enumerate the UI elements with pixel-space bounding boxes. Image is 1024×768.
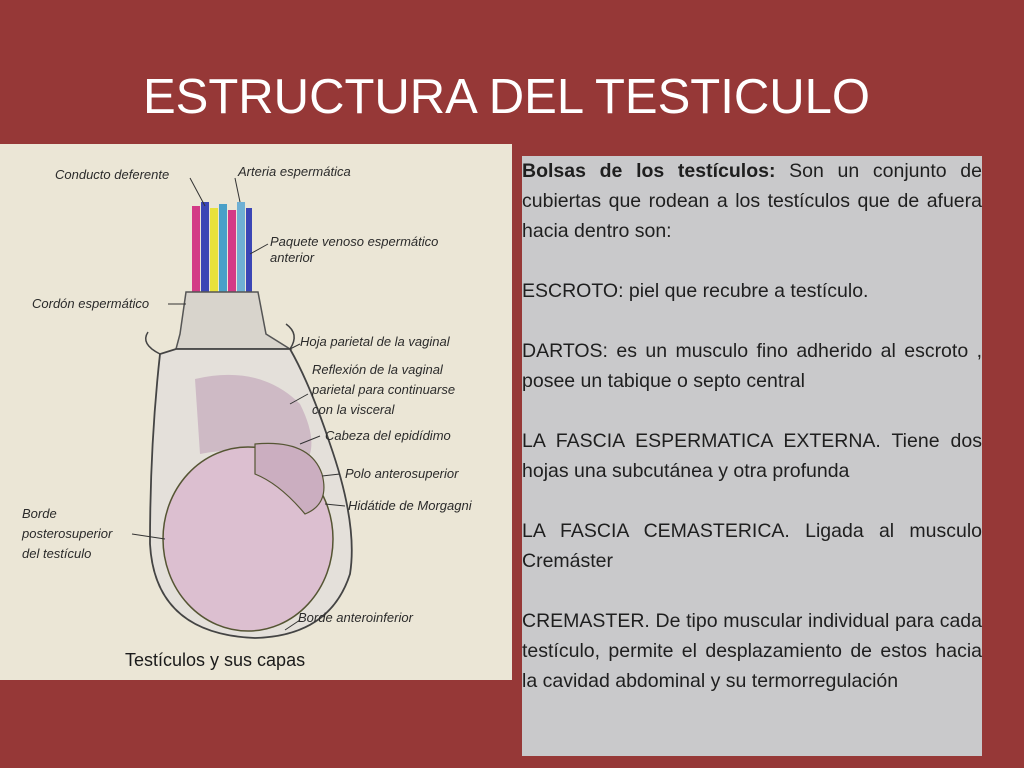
label-hoja-parietal: Hoja parietal de la vaginal: [300, 334, 450, 349]
label-cabeza-epididimo: Cabeza del epidídimo: [325, 428, 451, 443]
paragraph-fascia-cemasterica: LA FASCIA CEMASTERICA. Ligada al musculo Cremáster: [522, 520, 982, 572]
paragraph-escroto: ESCROTO: piel que recubre a testículo.: [522, 280, 869, 302]
label-hidatide: Hidátide de Morgagni: [348, 498, 472, 513]
label-reflexion-3: con la visceral: [312, 402, 395, 417]
paragraph-cremaster: CREMASTER. De tipo muscular individual para cada testículo, permite el desplazamiento de estos hacia la cavidad abdominal y su termorregulación: [522, 610, 982, 692]
figure-caption: Testículos y sus capas: [125, 650, 306, 670]
paragraph-fascia-externa: LA FASCIA ESPERMATICA EXTERNA. Tiene dos hojas una subcutánea y otra profunda: [522, 430, 982, 482]
label-borde-1: Borde: [22, 506, 57, 521]
paragraph-bolsas: [522, 156, 982, 246]
label-borde-anteroinferior: Borde anteroinferior: [298, 610, 413, 625]
spermatic-cord-vessels: [192, 202, 252, 296]
testicle-illustration: [0, 144, 512, 680]
cord-sheath: [176, 292, 290, 349]
label-polo-anterosuperior: Polo anterosuperior: [345, 466, 459, 481]
label-cordon-espermatico: Cordón espermático: [32, 296, 150, 311]
label-reflexion-2: parietal para continuarse: [312, 382, 456, 397]
bolsas-text: Son un conjunto de cubiertas que rodean a los testículos que de afuera hacia dentro son:: [522, 160, 982, 242]
label-conducto-deferente: Conducto deferente: [55, 167, 170, 182]
label-borde-2: posterosuperior: [22, 526, 113, 541]
slide-title: ESTRUCTURA DEL TESTICULO: [143, 70, 870, 124]
label-arteria-espermatica: Arteria espermática: [238, 164, 351, 179]
description-panel: [522, 156, 982, 756]
label-paquete-venoso-1: Paquete venoso espermático: [270, 234, 439, 249]
label-reflexion-1: Reflexión de la vaginal: [312, 362, 443, 377]
label-borde-3: del testículo: [22, 546, 92, 561]
label-paquete-venoso-2: anterior: [270, 250, 315, 265]
bolsas-heading: Bolsas de los testículos:: [522, 160, 776, 182]
anatomy-figure: [0, 144, 512, 680]
paragraph-dartos: DARTOS: es un musculo fino adherido al escroto , posee un tabique o septo central: [522, 340, 982, 392]
